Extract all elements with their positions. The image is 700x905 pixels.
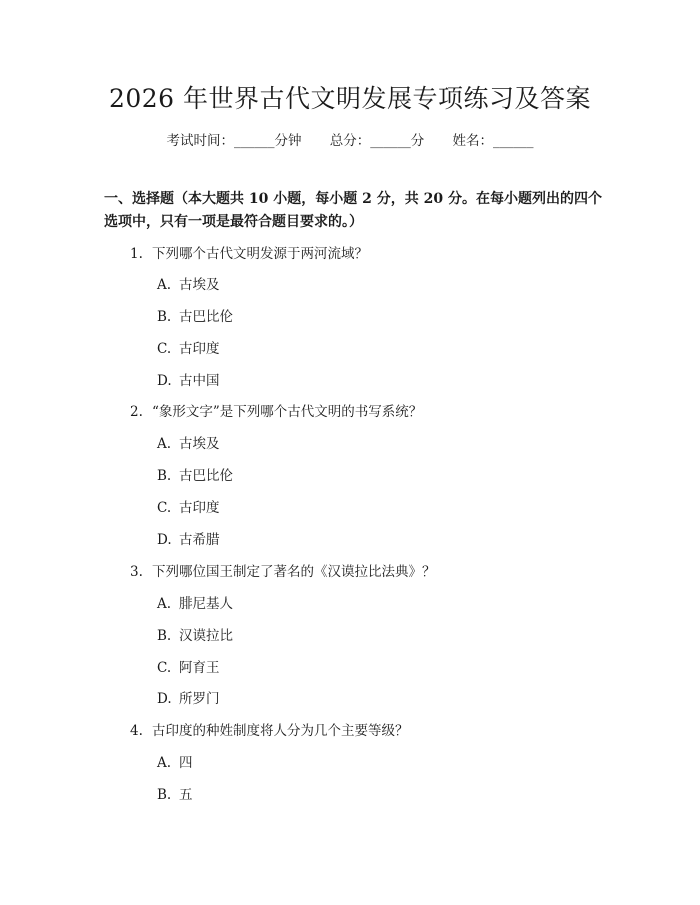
option-letter: B. — [157, 309, 172, 325]
option-text: 阿育王 — [179, 660, 220, 676]
option-letter: B. — [157, 628, 172, 644]
question-number: 3. — [130, 564, 143, 580]
question-number: 4. — [130, 723, 143, 739]
student-name-field: 姓名：______ — [452, 133, 534, 149]
option-letter: B. — [157, 787, 172, 803]
answer-option — [157, 275, 220, 295]
answer-option — [157, 658, 220, 678]
question — [130, 562, 436, 582]
option-text: 古中国 — [179, 373, 220, 389]
option-text: 汉谟拉比 — [179, 628, 233, 644]
answer-option — [157, 371, 220, 391]
question-number: 1. — [130, 246, 143, 262]
answer-option — [157, 785, 193, 805]
option-text: 所罗门 — [179, 691, 220, 707]
option-text: 古埃及 — [179, 436, 220, 452]
answer-option — [157, 530, 220, 550]
question-number: 2. — [130, 404, 143, 420]
option-letter: C. — [157, 500, 172, 516]
answer-option — [157, 307, 233, 327]
option-letter: A. — [157, 596, 172, 612]
option-text: 四 — [179, 755, 193, 771]
exam-time-field: 考试时间：______分钟 — [166, 133, 302, 149]
question-text: “象形文字”是下列哪个古代文明的书写系统？ — [152, 404, 423, 420]
question — [130, 244, 368, 264]
question-text: 古印度的种姓制度将人分为几个主要等级？ — [152, 723, 409, 739]
option-letter: D. — [157, 532, 172, 548]
option-text: 古巴比伦 — [179, 468, 233, 484]
question — [130, 402, 422, 422]
answer-option — [157, 466, 233, 486]
option-letter: A. — [157, 277, 172, 293]
option-text: 古希腊 — [179, 532, 220, 548]
question-text: 下列哪个古代文明发源于两河流域？ — [152, 246, 368, 262]
option-letter: A. — [157, 755, 172, 771]
answer-option — [157, 339, 220, 359]
option-text: 古巴比伦 — [179, 309, 233, 325]
option-letter: C. — [157, 341, 172, 357]
answer-option — [157, 753, 193, 773]
question — [130, 721, 409, 741]
section-heading: 一、选择题（本大题共 10 小题，每小题 2 分，共 20 分。在每小题列出的四个选项中，只有一项是最符合题目要求的。） — [104, 191, 602, 230]
answer-option — [157, 594, 233, 614]
option-text: 五 — [179, 787, 193, 803]
question-text: 下列哪位国王制定了著名的《汉谟拉比法典》？ — [152, 564, 436, 580]
option-text: 古埃及 — [179, 277, 220, 293]
answer-option — [157, 434, 220, 454]
option-letter: C. — [157, 660, 172, 676]
answer-option — [157, 498, 220, 518]
answer-option — [157, 626, 233, 646]
option-text: 腓尼基人 — [179, 596, 233, 612]
page-title: 2026 年世界古代文明发展专项练习及答案 — [108, 84, 592, 113]
option-letter: A. — [157, 436, 172, 452]
exam-info-line — [0, 131, 700, 151]
option-letter: D. — [157, 373, 172, 389]
answer-option — [157, 689, 220, 709]
option-text: 古印度 — [179, 500, 220, 516]
option-text: 古印度 — [179, 341, 220, 357]
option-letter: D. — [157, 691, 172, 707]
option-letter: B. — [157, 468, 172, 484]
total-score-field: 总分：______分 — [329, 133, 425, 149]
